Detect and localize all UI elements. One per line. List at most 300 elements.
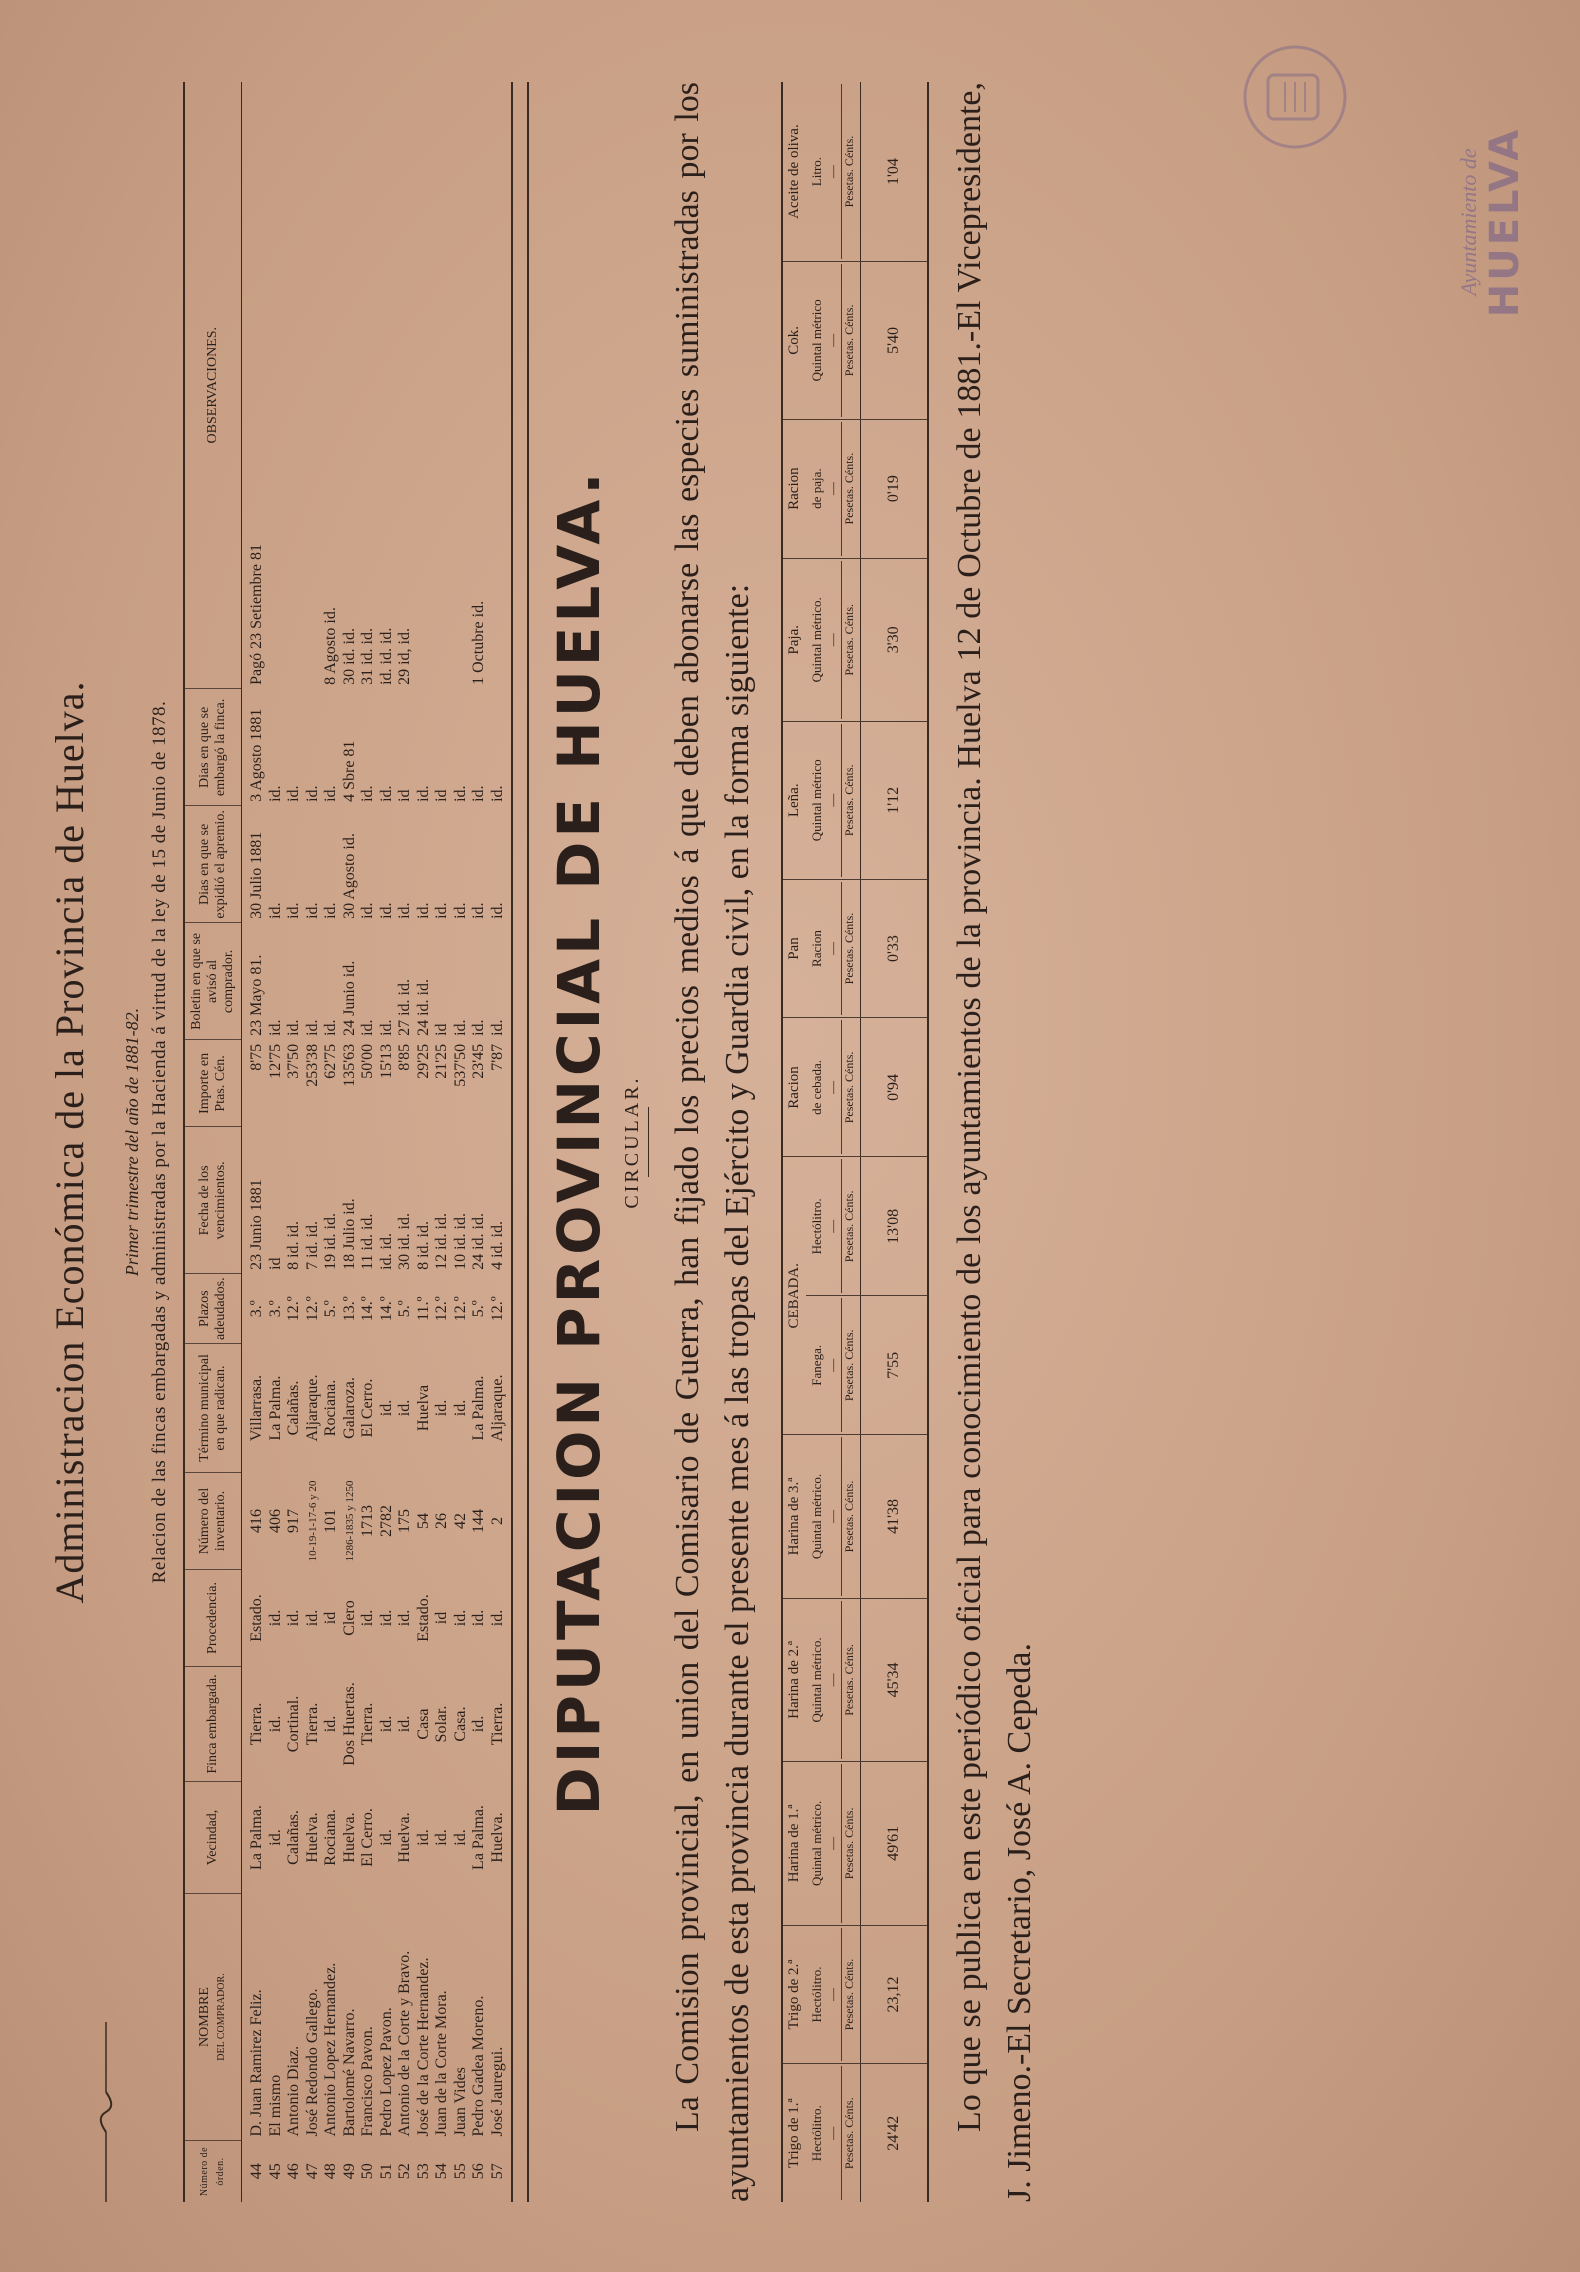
table-row (433, 82, 452, 2202)
prices-unit-header (806, 1925, 861, 2064)
prices-unit-label: Quintal métrico (809, 759, 824, 842)
table-row (489, 82, 513, 2202)
cell-fecha: 10 id. id. (451, 1213, 469, 1270)
cell-finca: Dos Huertas. (340, 1682, 358, 1766)
table-row (322, 82, 341, 2202)
watermark-line2: HUELVA (1482, 126, 1528, 318)
cell-fecha: 8 id. id. (414, 1221, 432, 1270)
cell-importe: 135'63 (340, 1043, 358, 1087)
table-row (359, 82, 378, 2202)
cell-apremio: id. (377, 902, 395, 919)
prices-currency-label: Pesetas. Cénts. (841, 561, 857, 719)
cell-proc: Clero (340, 1600, 358, 1636)
cell-boletin: id. (470, 1019, 487, 1036)
table-row (470, 82, 489, 2202)
cell-termino: Rociana. (322, 1379, 339, 1437)
cell-proc: id. (470, 1609, 487, 1627)
cell-nombre: José de la Corte Hernandez. (414, 1957, 432, 2137)
prices-currency-label: Pesetas. Cénts. (841, 2066, 857, 2200)
prices-value-row (861, 82, 929, 2202)
cell-fecha: 23 Junio 1881 (248, 1179, 265, 1270)
prices-group-header: Paja. (782, 558, 806, 721)
cell-obs: 31 id. id. (359, 628, 376, 685)
cell-importe: 29'25 (414, 1043, 432, 1079)
cell-importe: 7'87 (489, 1040, 513, 1127)
cell-nombre: Bartolomé Navarro. (340, 2008, 358, 2137)
cell-boletin: id. (285, 1019, 302, 1036)
cell-fecha: 11 id. id. (359, 1213, 376, 1270)
cell-finca: Casa. (451, 1706, 469, 1742)
cell-importe: 12'75 (266, 1043, 284, 1079)
prices-currency-label: Pesetas. Cénts. (841, 882, 857, 1016)
cell-finca: id. (470, 1715, 487, 1733)
col-importe: Importe en Ptas. Cén. (184, 1040, 242, 1127)
prices-group-header: Racion (782, 419, 806, 558)
cell-n: 55 (451, 2163, 469, 2180)
prices-group-header: Aceite de oliva. (782, 82, 806, 262)
prices-unit-header (806, 879, 861, 1018)
cell-inv: 2 (489, 1473, 513, 1570)
price-value: 5'40 (861, 262, 929, 420)
table-row (341, 82, 360, 2202)
cell-vecindad: Rociana. (322, 1809, 339, 1866)
cell-importe: 253'38 (303, 1043, 321, 1087)
col-vecindad: Vecindad, (184, 1782, 242, 1894)
ornament-divider (99, 2022, 113, 2202)
cell-plazos: 5.º (322, 1300, 339, 1318)
cell-nombre: Antonio de la Corte y Bravo. (396, 1950, 413, 2137)
cell-apremio: id. (303, 902, 321, 919)
table-row (285, 82, 304, 2202)
cell-n: 48 (322, 2163, 339, 2180)
cell-finca: Tierra. (303, 1702, 321, 1746)
cell-inv: 175 (396, 1509, 413, 1533)
city-seal-watermark (1240, 42, 1350, 152)
cell-vecindad: Huelva. (340, 1812, 358, 1863)
prices-currency-label: Pesetas. Cénts. (841, 264, 857, 417)
table-row (452, 82, 471, 2202)
prices-group-header: Harina de 3.ª (782, 1435, 806, 1598)
cell-plazos: 12.º (489, 1274, 513, 1344)
price-value: 24'42 (861, 2064, 929, 2202)
prices-unit-header (806, 1157, 861, 1296)
cell-inv: 54 (414, 1513, 432, 1529)
cell-inv: 406 (266, 1509, 284, 1533)
cell-inv: 917 (285, 1509, 302, 1533)
cell-vecindad: id. (377, 1829, 395, 1846)
cell-vecindad: Huelva. (396, 1812, 413, 1863)
cell-termino: id. (433, 1399, 450, 1417)
cell-obs: 30 id. id. (340, 628, 358, 685)
col-inventario: Número del inventario. (184, 1473, 242, 1570)
price-value: 1'04 (861, 82, 929, 262)
cell-inv: 144 (470, 1509, 487, 1533)
col-finca: Finca embargada. (184, 1667, 242, 1782)
prices-group-header: Trigo de 1.ª (786, 2098, 802, 2169)
cell-importe: 23'45 (470, 1043, 487, 1079)
cell-nombre: Pedro Gadea Moreno. (470, 1995, 487, 2137)
cell-proc: id (433, 1611, 450, 1625)
prices-unit-header (806, 262, 861, 420)
col-boletin: Boletin en que se avisó al comprador. (184, 923, 242, 1040)
cell-embargo: 3 Agosto 1881 (248, 708, 265, 802)
cell-embargo: id. (303, 785, 321, 802)
cell-inv: 416 (248, 1509, 265, 1533)
price-value: 45'34 (861, 1598, 929, 1761)
cell-embargo: id. (470, 785, 487, 802)
cell-nombre: Antonio Diaz. (285, 2045, 302, 2137)
prices-unit-label: Quintal métrico (809, 299, 824, 382)
prices-dash: — (825, 1219, 840, 1233)
cell-finca: Tierra. (489, 1667, 513, 1782)
cell-fecha: id (266, 1257, 284, 1270)
cell-n: 56 (470, 2163, 487, 2180)
cell-embargo: 4 Sbre 81 (340, 740, 358, 802)
col-orden: Número de órden. (184, 2141, 242, 2203)
cell-nombre: Francisco Pavon. (359, 2026, 376, 2137)
cell-nombre: Pedro Lopez Pavon. (377, 2007, 395, 2137)
cell-proc: id. (303, 1609, 321, 1627)
prices-table (781, 82, 929, 2202)
price-value: 1'12 (861, 722, 929, 880)
cell-n: 45 (266, 2163, 284, 2180)
prices-dash: — (825, 482, 840, 496)
prices-dash: — (825, 1988, 840, 2002)
cell-proc: Estado. (248, 1594, 265, 1642)
cell-finca: id. (266, 1715, 284, 1733)
prices-currency-label: Pesetas. Cénts. (841, 1020, 857, 1154)
prices-currency-label: Pesetas. Cénts. (841, 724, 857, 877)
cell-vecindad: Huelva. (489, 1782, 513, 1894)
cell-boletin: id. (451, 1019, 469, 1036)
prices-unit-header (806, 82, 861, 262)
prices-dash: — (825, 165, 840, 179)
cell-nombre: Juan Vides (451, 2067, 469, 2137)
prices-unit-header (806, 722, 861, 880)
prices-currency-label: Pesetas. Cénts. (841, 84, 857, 259)
price-value: 41'38 (861, 1435, 929, 1598)
cell-boletin: 27 id. id. (396, 979, 413, 1036)
prices-unit-label: Quintal métrico. (809, 1637, 824, 1723)
cell-embargo: id. (285, 785, 302, 802)
diputacion-headline: DIPUTACION PROVINCIAL DE HUELVA. (545, 468, 613, 1816)
cell-apremio: id. (414, 902, 432, 919)
cell-vecindad: La Palma. (248, 1805, 265, 1870)
cell-embargo: id. (377, 785, 395, 802)
prices-unit-label: Quintal métrico. (809, 1800, 824, 1886)
cell-boletin: id. (303, 1019, 321, 1036)
cell-apremio: id. (396, 902, 413, 919)
cell-plazos: 14.º (377, 1296, 395, 1322)
cell-vecindad: La Palma. (470, 1805, 487, 1870)
cell-obs (452, 82, 471, 689)
cell-n: 57 (489, 2141, 513, 2203)
prices-group-header: Trigo de 2.ª (782, 1925, 806, 2064)
cell-proc: id. (396, 1609, 413, 1627)
cell-fecha: 18 Julio id. (340, 1198, 358, 1270)
prices-unit-label: Hectólitro. (809, 1198, 824, 1255)
cell-termino: Calañas. (285, 1380, 302, 1436)
table-row (415, 82, 434, 2202)
cell-nombre: Juan de la Corte Mora. (433, 1990, 450, 2137)
cell-fecha: 4 id. id. (489, 1127, 513, 1274)
cell-obs (489, 82, 513, 689)
cell-n: 50 (359, 2163, 376, 2180)
cell-plazos: 12.º (303, 1296, 321, 1322)
cell-plazos: 14.º (359, 1296, 376, 1322)
prices-dash: — (825, 633, 840, 647)
cell-fecha: id. id. (377, 1233, 395, 1270)
col-observaciones: OBSERVACIONES. (184, 82, 242, 689)
cell-boletin: 24 id. id. (414, 979, 432, 1036)
relacion-line: Relacion de las fincas embargadas y administradas por la Hacienda á virtud de la ley de 15 de Junio de 1878. (149, 700, 170, 1584)
cell-termino: La Palma. (470, 1375, 487, 1441)
cell-n: 46 (285, 2163, 302, 2180)
prices-unit-label: de paja. (809, 468, 824, 509)
prices-currency-label: Pesetas. Cénts. (841, 1601, 857, 1759)
prices-dash: — (825, 942, 840, 956)
prices-dash: — (825, 1673, 840, 1687)
cell-importe: 62'75 (322, 1043, 339, 1079)
prices-unit-header (806, 1018, 861, 1157)
cell-plazos: 5.º (396, 1300, 413, 1318)
cell-apremio: id. (433, 902, 450, 919)
prices-unit-label: de cebada. (809, 1060, 824, 1115)
cell-termino: Aljaraque. (303, 1374, 321, 1442)
cell-embargo: id. (322, 785, 339, 802)
price-value: 0'94 (861, 1018, 929, 1157)
cell-boletin: id. (322, 1019, 339, 1036)
cell-inv: 1286-1835 y 1250 (343, 1480, 356, 1562)
quarter-subtitle: Primer trimestre del año de 1881-82. (122, 1007, 142, 1277)
prices-unit-label: Quintal métrico. (809, 597, 824, 683)
cell-boletin: id. (266, 1019, 284, 1036)
col-plazos: Plazos adeudados. (184, 1274, 242, 1344)
cell-vecindad: id. (266, 1829, 284, 1846)
cell-inv: 1713 (359, 1505, 376, 1537)
col-termino: Término municipal en que radican. (184, 1344, 242, 1473)
prices-unit-header (806, 419, 861, 558)
cell-proc: id. (451, 1609, 469, 1627)
cell-boletin: id. (359, 1019, 376, 1036)
cell-obs (267, 82, 286, 689)
cell-n: 52 (396, 2163, 413, 2180)
table-header-row (184, 82, 242, 2202)
cell-termino: id. (451, 1399, 469, 1417)
cell-boletin: 24 Junio id. (340, 960, 358, 1036)
cell-termino: id. (377, 1399, 395, 1417)
prices-unit-label: Racion (809, 930, 824, 967)
cell-n: 53 (414, 2163, 432, 2180)
cell-importe: 15'13 (377, 1043, 395, 1079)
cell-apremio: id. (470, 902, 487, 919)
cell-apremio: id. (266, 902, 284, 919)
prices-group-header: Racion (782, 1018, 806, 1157)
circular-paragraph: La Comision provincial, en union del Comisario de Guerra, han fijado los precios medios á que deben abonarse las especies suministradas por los ayuntamientos de esta provincia durante el presente mes á las tropas del Ejército y Guardia civil, en la forma siguiente: (669, 82, 756, 2202)
cell-obs (433, 82, 452, 689)
prices-unit-header (806, 1762, 861, 1925)
cell-apremio: 30 Julio 1881 (248, 831, 265, 919)
prices-dash: — (825, 793, 840, 807)
col-embargo: Dias en que se embargó la finca. (184, 689, 242, 806)
cell-n: 51 (377, 2163, 395, 2180)
prices-unit-header (806, 1435, 861, 1598)
embargoed-properties-table (183, 82, 513, 2202)
cell-inv: 101 (322, 1509, 339, 1533)
price-value: 3'30 (861, 558, 929, 721)
prices-unit-header (806, 558, 861, 721)
table-row (242, 82, 267, 2202)
cell-nombre: Antonio Lopez Hernandez. (322, 1962, 339, 2137)
prices-dash: — (825, 1358, 840, 1372)
cell-vecindad: Calañas. (285, 1810, 302, 1865)
cell-plazos: 13.º (340, 1296, 358, 1322)
prices-currency-label: Pesetas. Cénts. (841, 1159, 857, 1293)
cell-importe: 8'75 (248, 1043, 265, 1071)
cell-obs (415, 82, 434, 689)
prices-dash: — (825, 1509, 840, 1523)
cell-boletin: 23 Mayo 81. (248, 954, 265, 1036)
cell-plazos: 5.º (470, 1300, 487, 1318)
col-nombre-label: NOMBRE (196, 1987, 212, 2047)
cell-embargo: id (396, 789, 413, 802)
cell-fecha: 24 id. id. (470, 1213, 487, 1270)
cell-apremio: id. (489, 806, 513, 923)
cell-boletin: id. (489, 923, 513, 1040)
prices-group-header: Cok. (782, 262, 806, 420)
price-value: 13'08 (861, 1157, 929, 1296)
prices-subheader-row (806, 82, 861, 2202)
administration-title: Administracion Económica de la Provincia de Huelva. (47, 680, 92, 1604)
cell-inv: 10-19-1-17-6 y 20 (306, 1480, 319, 1562)
ayuntamiento-watermark (1456, 112, 1528, 332)
cell-nombre: El mismo (266, 2074, 284, 2137)
cell-finca: Tierra. (359, 1702, 376, 1746)
cell-termino: Galaroza. (340, 1377, 358, 1439)
cell-obs: 1 Octubre id. (470, 600, 487, 685)
cell-boletin: id (433, 1023, 450, 1036)
closing-paragraph: Lo que se publica en este periódico oficial para conocimiento de los ayuntamientos de la provincia. Huelva 12 de Octubre de 1881.-El Vicepresidente, J. Jimeno.-El Secretario, José A. Cepeda. (951, 82, 1038, 2202)
col-fecha: Fecha de los vencimientos. (184, 1127, 242, 1274)
prices-currency-label: Pesetas. Cénts. (841, 1764, 857, 1922)
cell-proc: id. (359, 1609, 376, 1627)
cell-finca: Solar. (433, 1705, 450, 1743)
cell-obs: id. id. id. (377, 627, 395, 685)
prices-unit-header (806, 2064, 861, 2202)
cell-fecha: 30 id. id. (396, 1213, 413, 1270)
circular-rule (648, 1107, 649, 1177)
cell-obs: 29 id, id. (396, 628, 413, 685)
cell-importe: 50'00 (359, 1043, 376, 1079)
prices-currency-label: Pesetas. Cénts. (841, 1298, 857, 1432)
prices-currency-label: Pesetas. Cénts. (841, 1437, 857, 1595)
cell-plazos: 3.º (248, 1300, 265, 1318)
prices-unit-header (806, 1598, 861, 1761)
cell-importe: 8'85 (396, 1043, 413, 1071)
prices-group-row (782, 82, 806, 2202)
cell-n: 54 (433, 2163, 450, 2180)
cell-obs (285, 82, 304, 689)
prices-group-header: Leña. (782, 722, 806, 880)
cell-nombre: D. Juan Ramirez Feliz. (248, 1989, 265, 2137)
cell-obs (304, 82, 323, 689)
prices-dash: — (825, 333, 840, 347)
col-nombre-sub: DEL COMPRADOR. (215, 1973, 227, 2061)
prices-unit-label: Litro. (809, 156, 824, 187)
cell-inv: 42 (451, 1513, 469, 1529)
table-row (304, 82, 323, 2202)
cell-apremio: id. (451, 902, 469, 919)
circular-label: CIRCULAR. (621, 1075, 643, 1209)
cell-plazos: 3.º (266, 1300, 284, 1318)
prices-unit-label: Fanega. (809, 1344, 824, 1386)
section-rule (527, 82, 529, 2202)
cell-boletin: id. (377, 1019, 395, 1036)
cell-termino: Aljaraque. (489, 1344, 513, 1473)
price-value: 0'33 (861, 879, 929, 1018)
table-row (378, 82, 397, 2202)
cell-proc: Estado. (414, 1594, 432, 1642)
cell-inv: 26 (433, 1513, 450, 1529)
watermark-line1: Ayuntamiento de (1456, 148, 1481, 296)
cell-inv: 2782 (377, 1505, 395, 1537)
cell-proc: id (322, 1611, 339, 1625)
col-procedencia: Procedencia. (184, 1570, 242, 1667)
cell-proc: id. (489, 1570, 513, 1667)
prices-unit-label: Hectólitro. (809, 2105, 824, 2162)
cell-embargo: id. (359, 785, 376, 802)
cell-termino: Villarrasa. (248, 1374, 265, 1442)
cell-finca: Tierra. (248, 1702, 265, 1746)
prices-unit-label: Hectólitro. (809, 1966, 824, 2023)
cell-plazos: 11.º (414, 1296, 432, 1321)
cell-vecindad: El Cerro. (359, 1808, 376, 1867)
cell-termino: id. (396, 1399, 413, 1417)
cell-termino: El Cerro. (359, 1378, 376, 1438)
cell-vecindad: id. (414, 1829, 432, 1846)
prices-dash: — (825, 2126, 840, 2140)
cell-plazos: 12.º (451, 1296, 469, 1322)
price-value: 23,12 (861, 1925, 929, 2064)
cell-embargo: id. (489, 689, 513, 806)
prices-group-header: Harina de 1.ª (782, 1762, 806, 1925)
cell-termino: La Palma. (266, 1375, 284, 1441)
cell-fecha: 19 id. id. (322, 1213, 339, 1270)
cell-termino: Huelva (414, 1384, 432, 1432)
col-nombre (184, 1894, 242, 2141)
prices-dash: — (825, 1836, 840, 1850)
cell-finca: id. (377, 1715, 395, 1733)
cell-apremio: id. (285, 902, 302, 919)
cell-n: 49 (340, 2163, 358, 2180)
cell-embargo: id. (451, 785, 469, 802)
cell-fecha: 12 id. id. (433, 1213, 450, 1270)
cell-proc: id. (377, 1609, 395, 1627)
cell-proc: id. (266, 1609, 284, 1627)
cell-embargo: id. (414, 785, 432, 802)
prices-unit-label: Quintal métrico. (809, 1473, 824, 1560)
cell-vecindad: Huelva. (303, 1812, 321, 1863)
cell-importe: 21'25 (433, 1043, 450, 1079)
prices-dash: — (825, 1080, 840, 1094)
cell-finca: Cortinal. (285, 1695, 302, 1753)
prices-group-header: Pan (782, 879, 806, 1018)
cell-vecindad: id. (433, 1829, 450, 1846)
prices-group-cebada: CEBADA. (782, 1157, 806, 1435)
table-row (267, 82, 286, 2202)
cell-obs: Pagó 23 Setiembre 81 (248, 544, 265, 685)
price-value: 49'61 (861, 1762, 929, 1925)
